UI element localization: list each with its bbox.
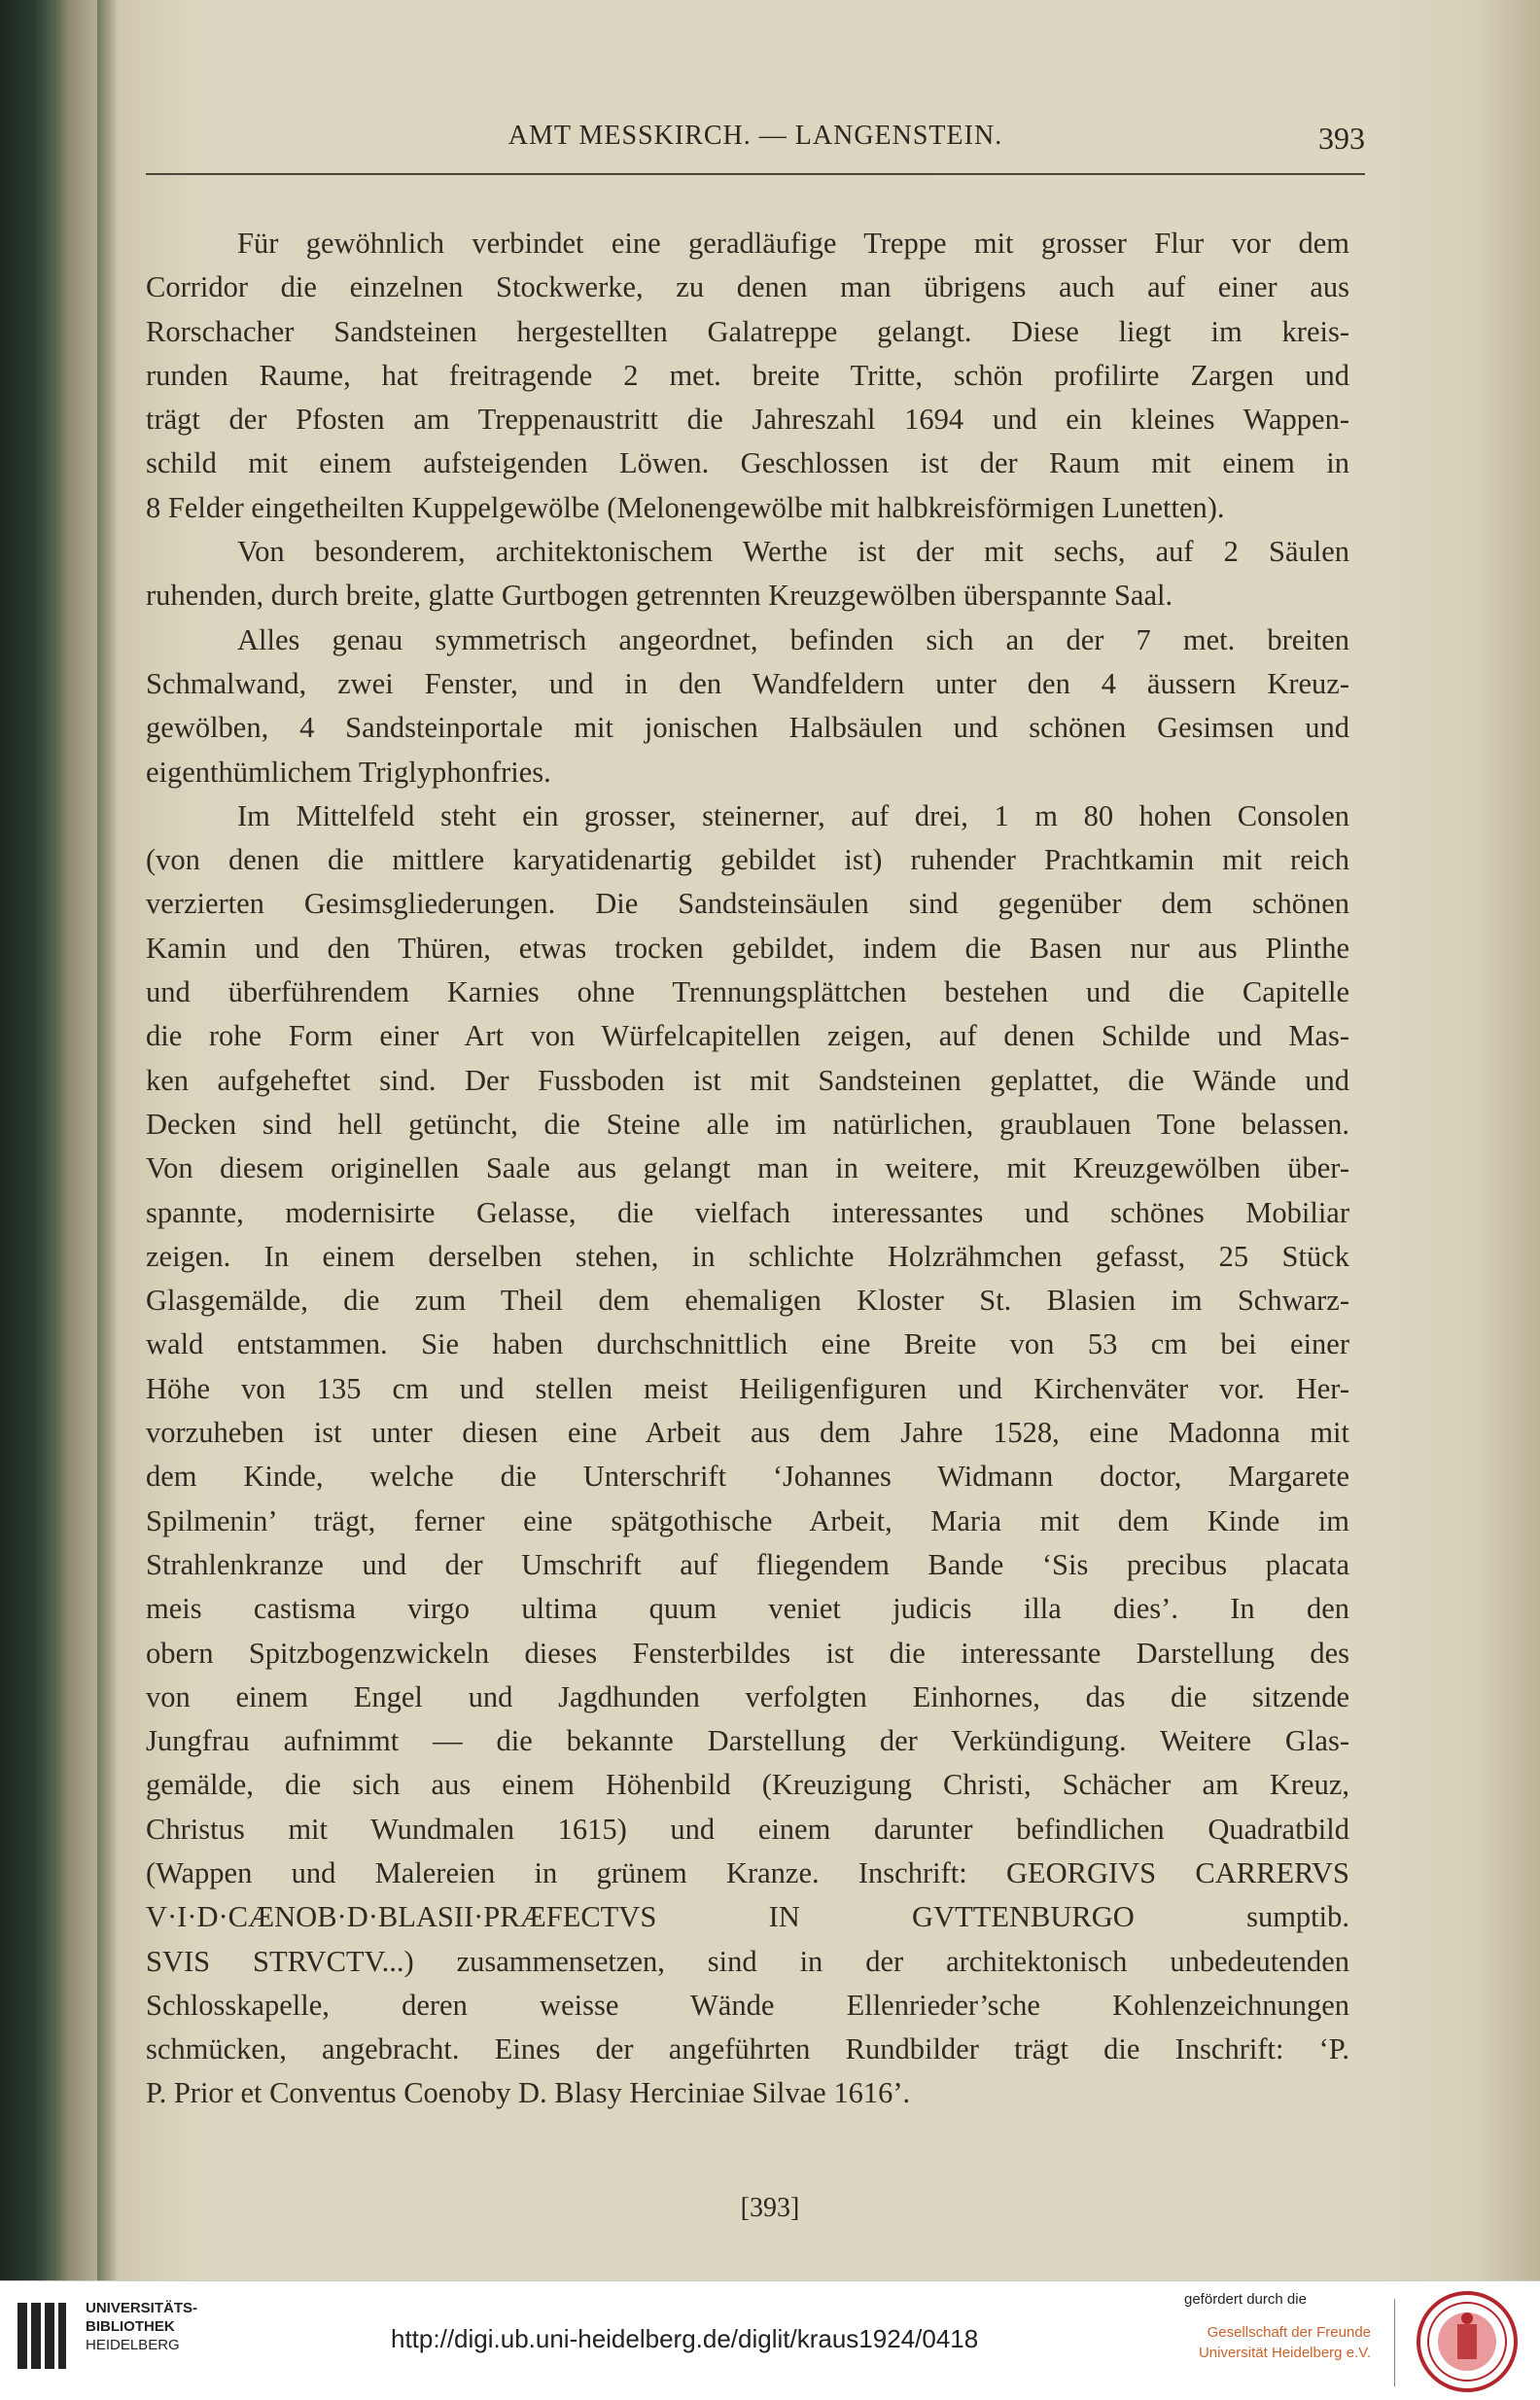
text-line: ruhenden, durch breite, glatte Gurtbogen getrennten Kreuzgewölben überspannte Saal. [146,579,1173,613]
library-footer-bar [0,2280,1540,2400]
text-line: runden Raume, hat freitragende 2 met. breite Tritte, schön profilirte Zargen und [146,358,1349,392]
text-line: verzierten Gesimsgliederungen. Die Sandsteinsäulen sind gegenüber dem schönen [146,887,1349,921]
library-name-line: HEIDELBERG [86,2337,180,2353]
text-line: Glasgemälde, die zum Theil dem ehemaligen Kloster St. Blasien im Schwarz- [146,1284,1349,1318]
text-line: schmücken, angebracht. Eines der angeführten Rundbilder trägt die Inschrift: ‘P. [146,2032,1349,2066]
page-number: 393 [1318,121,1365,156]
text-line: zeigen. In einem derselben stehen, in schlichte Holzrähmchen gefasst, 25 Stück [146,1239,1349,1273]
text-line: Schlosskapelle, deren weisse Wände Ellenrieder’sche Kohlenzeichnungen [146,1988,1349,2022]
text-line: von einem Engel und Jagdhunden verfolgten Einhornes, das die sitzende [146,1679,1349,1713]
text-line: Strahlenkranze und der Umschrift auf fliegendem Bande ‘Sis precibus placata [146,1547,1349,1581]
book-binding-edge [0,0,68,2280]
text-line: dem Kinde, welche die Unterschrift ‘Johannes Widmann doctor, Margarete [146,1460,1349,1494]
sponsor-line: Universität Heidelberg e.V. [1198,2345,1371,2361]
text-line: eigenthümlichem Triglyphonfries. [146,755,551,789]
text-line: Höhe von 135 cm und stellen meist Heiligenfiguren und Kirchenväter vor. Her- [146,1371,1349,1405]
text-line: Für gewöhnlich verbindet eine geradläufige Treppe mit grosser Flur vor dem [237,227,1349,260]
running-title: AMT MESSKIRCH. — LANGENSTEIN. [508,121,1003,151]
text-line: Von diesem originellen Saale aus gelangt man in weitere, mit Kreuzgewölben über- [146,1151,1349,1185]
text-line: trägt der Pfosten am Treppenaustritt die Jahreszahl 1694 und ein kleines Wappen- [146,403,1349,437]
text-line: wald entstammen. Sie haben durchschnittlich eine Breite von 53 cm bei einer [146,1327,1349,1361]
text-line: ken aufgeheftet sind. Der Fussboden ist mit Sandsteinen geplattet, die Wände und [146,1063,1349,1097]
permalink-url[interactable]: http://digi.ub.uni-heidelberg.de/diglit/kraus1924/0418 [391,2324,979,2353]
library-name [86,2299,197,2354]
university-library-logo-icon [14,2297,70,2375]
text-line: (Wappen und Malereien in grünem Kranze. Inschrift: GEORGIVS CARRERVS [146,1855,1349,1889]
text-line: Rorschacher Sandsteinen hergestellten Galatreppe gelangt. Diese liegt im kreis- [146,314,1349,348]
text-line: gewölben, 4 Sandsteinportale mit jonischen Halbsäulen und schönen Gesimsen und [146,711,1349,745]
text-line: gemälde, die sich aus einem Höhenbild (Kreuzigung Christi, Schächer am Kreuz, [146,1768,1349,1802]
divider [1394,2299,1395,2386]
text-line: spannte, modernisirte Gelasse, die vielfach interessantes und schönes Mobiliar [146,1195,1349,1229]
text-line: Schmalwand, zwei Fenster, und in den Wandfeldern unter den 4 äussern Kreuz- [146,666,1349,700]
text-line: Jungfrau aufnimmt — die bekannte Darstellung der Verkündigung. Weitere Glas- [146,1724,1349,1758]
text-line: die rohe Form einer Art von Würfelcapitellen zeigen, auf denen Schilde und Mas- [146,1019,1349,1053]
text-line: (von denen die mittlere karyatidenartig gebildet ist) ruhender Prachtkamin mit reich [146,843,1349,877]
text-line: Corridor die einzelnen Stockwerke, zu denen man übrigens auch auf einer aus [146,270,1349,304]
text-line: obern Spitzbogenzwickeln dieses Fensterbildes ist die interessante Darstellung des [146,1636,1349,1670]
text-line: P. Prior et Conventus Coenoby D. Blasy Herciniae Silvae 1616’. [146,2076,911,2110]
sponsor-line: Gesellschaft der Freunde [1207,2324,1371,2341]
text-line: vorzuheben ist unter diesen eine Arbeit aus dem Jahre 1528, eine Madonna mit [146,1416,1349,1450]
body-text [146,222,1349,2116]
sponsor-name [1147,2322,1371,2363]
text-line: schild mit einem aufsteigenden Löwen. Geschlossen ist der Raum mit einem in [146,446,1349,480]
text-line: Von besonderem, architektonischem Werthe ist der mit sechs, auf 2 Säulen [237,535,1349,569]
page-gutter-shadow [97,0,119,2280]
text-line: Alles genau symmetrisch angeordnet, befinden sich an der 7 met. breiten [237,622,1349,656]
text-line: meis castisma virgo ultima quum veniet judicis illa dies’. In den [146,1592,1349,1626]
text-line: Kamin und den Thüren, etwas trocken gebildet, indem die Basen nur aus Plinthe [146,931,1349,965]
library-name-line: UNIVERSITÄTS- [86,2300,198,2316]
text-line: V·I·D·CÆNOB·D·BLASII·PRÆFECTVS IN GVTTENBURGO sumptib. [146,1900,1349,1934]
library-name-line: BIBLIOTHEK [86,2318,175,2335]
text-line: und überführendem Karnies ohne Trennungsplättchen bestehen und die Capitelle [146,975,1349,1009]
text-line: SVIS STRVCTV...) zusammensetzen, sind in der architektonisch unbedeutenden [146,1944,1349,1978]
text-line: Spilmenin’ trägt, ferner eine spätgothische Arbeit, Maria mit dem Kinde im [146,1503,1349,1537]
page-header [146,115,1365,175]
sponsor-label: gefördert durch die [1184,2291,1307,2308]
text-line: Im Mittelfeld steht ein grosser, steinerner, auf drei, 1 m 80 hohen Consolen [237,798,1349,832]
footer-page-label: [393] [740,2193,800,2223]
text-line: Christus mit Wundmalen 1615) und einem darunter befindlichen Quadratbild [146,1812,1349,1846]
university-seal-icon [1415,2289,1520,2394]
text-line: 8 Felder eingetheilten Kuppelgewölbe (Melonengewölbe mit halbkreisförmigen Lunetten). [146,490,1225,524]
text-line: Decken sind hell getüncht, die Steine alle im natürlichen, graublauen Tone belassen. [146,1107,1349,1141]
